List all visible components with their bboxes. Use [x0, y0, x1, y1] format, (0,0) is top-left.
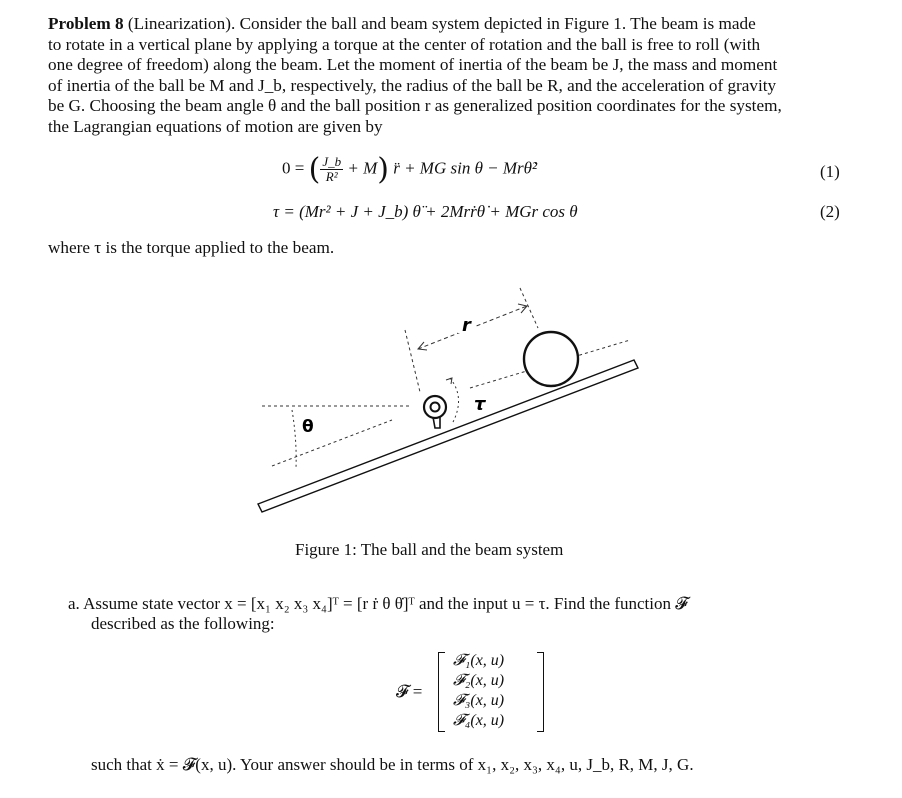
- eq2-rhs: (Mr² + J + J_b) θ̈ + 2Mrṙθ̇ + MGr cos θ: [299, 202, 578, 221]
- r-extension-left: [405, 330, 420, 392]
- equation-2-number: (2): [820, 202, 840, 221]
- eq1-frac-den: R²: [325, 169, 338, 184]
- problem-subtitle: (Linearization).: [127, 14, 236, 33]
- eq1-lhs: 0 =: [282, 158, 305, 178]
- problem-line-2: to rotate in a vertical plane by applying a torque at the center of rotation and the ball is free to roll (with: [48, 34, 761, 54]
- problem-heading: Problem 8: [48, 14, 124, 33]
- torque-arc: [450, 378, 459, 424]
- matrix-bracket-bl: [439, 731, 445, 732]
- tau-label: τ: [474, 394, 486, 415]
- problem-line-6: the Lagrangian equations of motion are given by: [48, 116, 383, 136]
- F-lhs: 𝓕 =: [396, 682, 423, 701]
- F-row-3: 𝓕₃(x, u): [453, 692, 505, 709]
- beam: [258, 360, 638, 512]
- eq1-left-paren: (: [308, 152, 321, 187]
- eq1-right-paren: ): [377, 152, 389, 187]
- problem-line-5: be G. Choosing the beam angle θ and the ball position r as generalized position coordinates for the system,: [48, 96, 782, 116]
- eq1-tail: r̈ + MG sin θ − Mrθ̇²: [393, 158, 538, 178]
- problem-line-4: of inertia of the ball be M and J_b, respectively, the radius of the ball be R, and the acceleration of gravity: [48, 75, 777, 95]
- theta-arc: [292, 410, 296, 468]
- F-row-1: 𝓕₁(x, u): [453, 652, 505, 669]
- matrix-bracket-tr: [537, 652, 543, 653]
- eq2-lhs: τ =: [273, 202, 295, 221]
- eq1-frac-num: J_b: [322, 154, 342, 169]
- problem-line-3: one degree of freedom) along the beam. Let the moment of inertia of the beam be J, the mass and moment: [48, 55, 778, 75]
- problem-text-1: Consider the ball and beam system depicted in Figure 1. The beam is made: [239, 14, 756, 33]
- r-arrowhead-right: [518, 304, 527, 313]
- F-row-2: 𝓕₂(x, u): [453, 672, 505, 689]
- matrix-bracket-tl: [439, 652, 445, 653]
- where-line: where τ is the torque applied to the beam.: [48, 238, 335, 257]
- equation-1-number: (1): [820, 162, 840, 181]
- part-a-closing: such that ẋ = 𝓕(x, u). Your answer should be in terms of x₁, x₂, x₃, x₄, u, J_b, R, M, J, G.: [91, 755, 694, 774]
- figure-caption: Figure 1: The ball and the beam system: [295, 540, 564, 559]
- F-matrix: [438, 652, 544, 732]
- theta-label: θ: [302, 417, 314, 437]
- r-label: r: [462, 315, 471, 336]
- ball: [524, 332, 578, 386]
- matrix-bracket-br: [537, 731, 543, 732]
- part-a-line-1: a. Assume state vector x = [x₁ x₂ x₃ x₄]ᵀ = [r ṙ θ θ̇]ᵀ and the input u = τ. Find the function 𝓕: [68, 594, 688, 613]
- part-a-line-2: described as the following:: [91, 614, 275, 633]
- eq1-plus-m: + M: [347, 158, 378, 178]
- pivot: [424, 396, 446, 428]
- F-row-4: 𝓕₄(x, u): [453, 712, 505, 729]
